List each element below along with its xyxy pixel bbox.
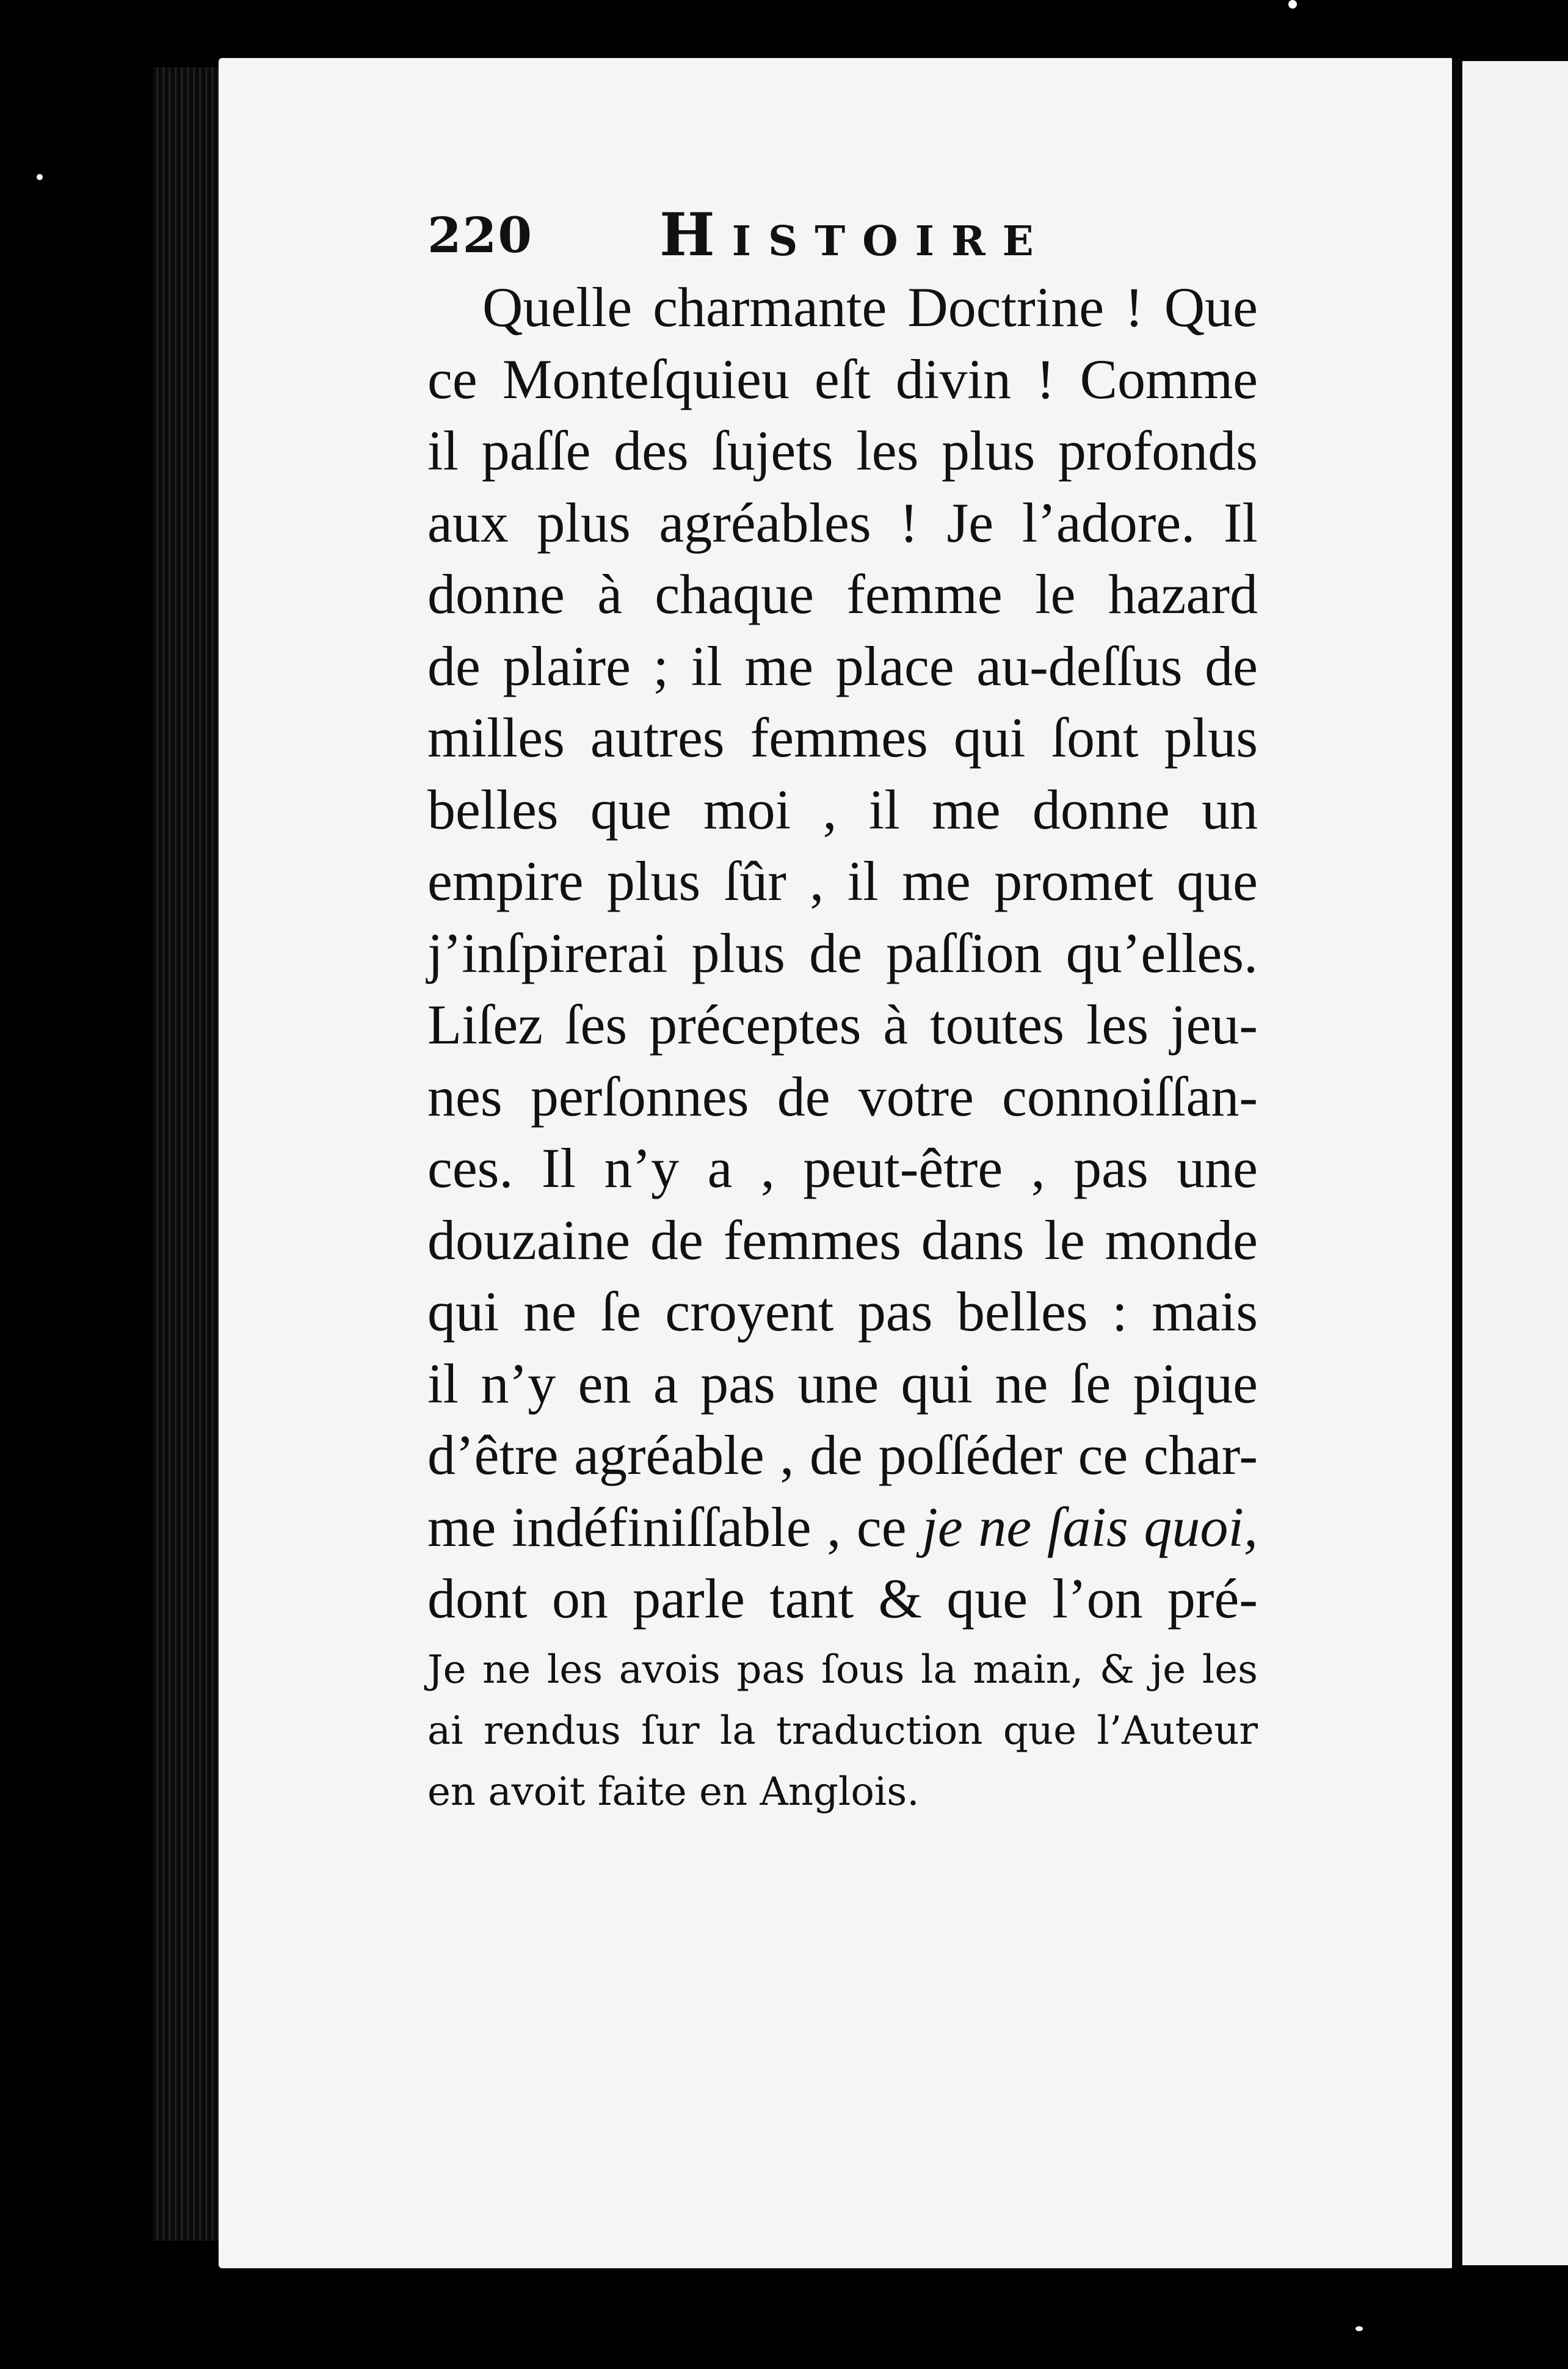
text-line: de plaire ; il me place au-deſſus de <box>427 634 1258 697</box>
text-line: ces. Il n’y a , peut-être , pas une <box>427 1137 1258 1199</box>
text-line: milles autres femmes qui ſont plus <box>427 706 1258 769</box>
text-line: donne à chaque femme le hazard <box>427 563 1258 625</box>
footnote-line: Je ne les avois pas ſous la main, & je les <box>427 1647 1258 1692</box>
text-line: aux plus agréables ! Je l’adore. Il <box>427 491 1258 554</box>
text-line: ce Monteſquieu eſt divin ! Comme <box>427 347 1258 410</box>
text-line-with-italic <box>427 1492 1258 1564</box>
main-text-block <box>427 272 1258 1635</box>
text-line: j’inſpirerai plus de paſſion qu’elles. <box>427 921 1258 984</box>
scan-speck <box>1288 0 1297 9</box>
text-line: belles que moi , il me donne un <box>427 778 1258 841</box>
page-gutter <box>1452 58 1462 2268</box>
text-line: empire plus ſûr , il me promet que <box>427 850 1258 912</box>
facing-page-edge <box>1462 61 1568 2265</box>
footnote-line: en avoit faite en Anglois. <box>427 1769 920 1815</box>
running-title: Histoire <box>659 200 1051 269</box>
page-header <box>427 200 1282 267</box>
text-line: Quelle charmante Doctrine ! Que <box>482 276 1258 338</box>
text-line: Liſez ſes préceptes à toutes les jeu- <box>427 993 1258 1056</box>
page-number: 220 <box>427 206 533 264</box>
text-line: il n’y en a pas une qui ne ſe pique <box>427 1352 1258 1415</box>
text-line: qui ne ſe croyent pas belles : mais <box>427 1280 1258 1343</box>
scan-speck <box>37 174 43 180</box>
footnote-line: ai rendus ſur la traduction que l’Auteur <box>427 1708 1258 1754</box>
text-line: d’être agréable , de poſſéder ce char- <box>427 1424 1258 1486</box>
footnote <box>427 1639 1258 1823</box>
text-line: il paſſe des ſujets les plus profonds <box>427 419 1258 482</box>
text-line: dont on parle tant & que l’on pré- <box>427 1567 1258 1630</box>
text-line: nes perſonnes de votre connoiſſan- <box>427 1065 1258 1128</box>
book-page-edges <box>153 67 220 2241</box>
text-segment: me indéfiniſſable , ce <box>427 1495 907 1558</box>
text-line: douzaine de femmes dans le monde <box>427 1208 1258 1271</box>
italic-phrase: je ne ſais quoi, <box>922 1495 1258 1558</box>
scan-speck <box>1356 2326 1363 2331</box>
